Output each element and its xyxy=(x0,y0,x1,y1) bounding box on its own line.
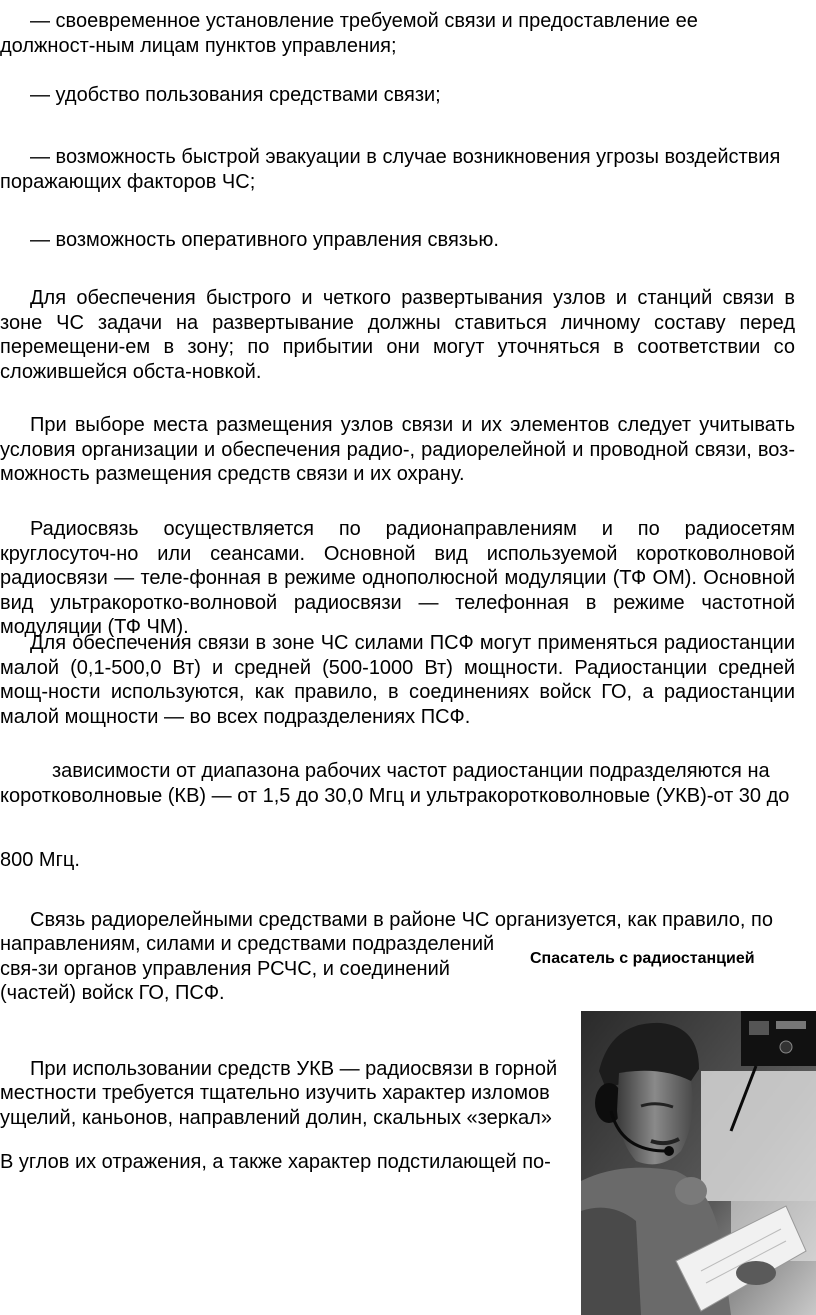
paragraph-relay-line-1: Связь радиорелейными средствами в районе ЧС организуется, как правило, по xyxy=(30,909,773,931)
paragraph-vhf-line-4: В углов их отражения, а также характер подстилающей по- xyxy=(0,1151,551,1173)
paragraph-radio-stations: Для обеспечения связи в зоне ЧС силами ПСФ могут применяться радиостанции малой (0,1-500,0 Вт) и средней (500-1000 Вт) мощности. Радиостанции средней мощ-ности используются, как правило, в соединениях войск ГО, а радиостанции малой мощности — во всех подразделениях ПСФ. xyxy=(0,632,795,728)
paragraph-relay-line-2: направлениям, силами и средствами подразделений xyxy=(0,933,495,955)
paragraph-site-selection: При выборе места размещения узлов связи и их элементов следует учитывать условия организации и обеспечения радио-, радиорелейной и проводной связи, воз-можность размещения средств связи и их охрану. xyxy=(0,414,795,485)
paragraph-vhf-line-3: ущелий, каньонов, направлений долин, скальных «зеркал» xyxy=(0,1107,552,1129)
rescuer-photo xyxy=(581,1011,816,1315)
paragraph-frequency-range: зависимости от диапазона рабочих частот радиостанции подразделяются на коротковолновые (КВ) — от 1,5 до 30,0 Мгц и ультракоротковолновые (УКВ)-от 30 до xyxy=(0,760,790,807)
paragraph-deployment: Для обеспечения быстрого и четкого развертывания узлов и станций связи в зоне ЧС задачи на развертывание должны ставиться личному составу перед перемещени-ем в зону; по прибытии они могут уточняться в соответствии со сложившейся обста-новкой. xyxy=(0,287,795,383)
paragraph-radio-communication: Радиосвязь осуществляется по радионаправлениям и по радиосетям круглосуточ-но или сеансами. Основной вид используемой коротковолновой радиосвязи — теле-фонная в режиме однополюсной модуляции (ТФ ОМ). Основной вид ультракоротко-волновой радиосвязи — телефонная в режиме частотной модуляции (ТФ ЧМ). xyxy=(0,518,795,638)
paragraph-relay-line-4: (частей) войск ГО, ПСФ. xyxy=(0,982,225,1004)
list-item-operational-control: — возможность оперативного управления связью. xyxy=(30,229,499,251)
paragraph-relay-line-3: свя-зи органов управления РСЧС, и соединений xyxy=(0,958,450,980)
paragraph-vhf-line-1: При использовании средств УКВ — радиосвязи в горной xyxy=(30,1058,558,1080)
list-item-timely-communication: — своевременное установление требуемой связи и предоставление ее должност-ным лицам пунктов управления; xyxy=(0,10,698,57)
paragraph-frequency-end: 800 Мгц. xyxy=(0,849,80,871)
list-item-fast-evacuation: — возможность быстрой эвакуации в случае возникновения угрозы воздействия поражающих факторов ЧС; xyxy=(0,146,781,193)
rescuer-with-radio-image xyxy=(581,1011,816,1315)
list-item-ease-of-use: — удобство пользования средствами связи; xyxy=(30,84,441,106)
photo-caption: Спасатель с радиостанцией xyxy=(530,950,755,967)
paragraph-vhf-line-2: местности требуется тщательно изучить характер изломов xyxy=(0,1082,550,1104)
